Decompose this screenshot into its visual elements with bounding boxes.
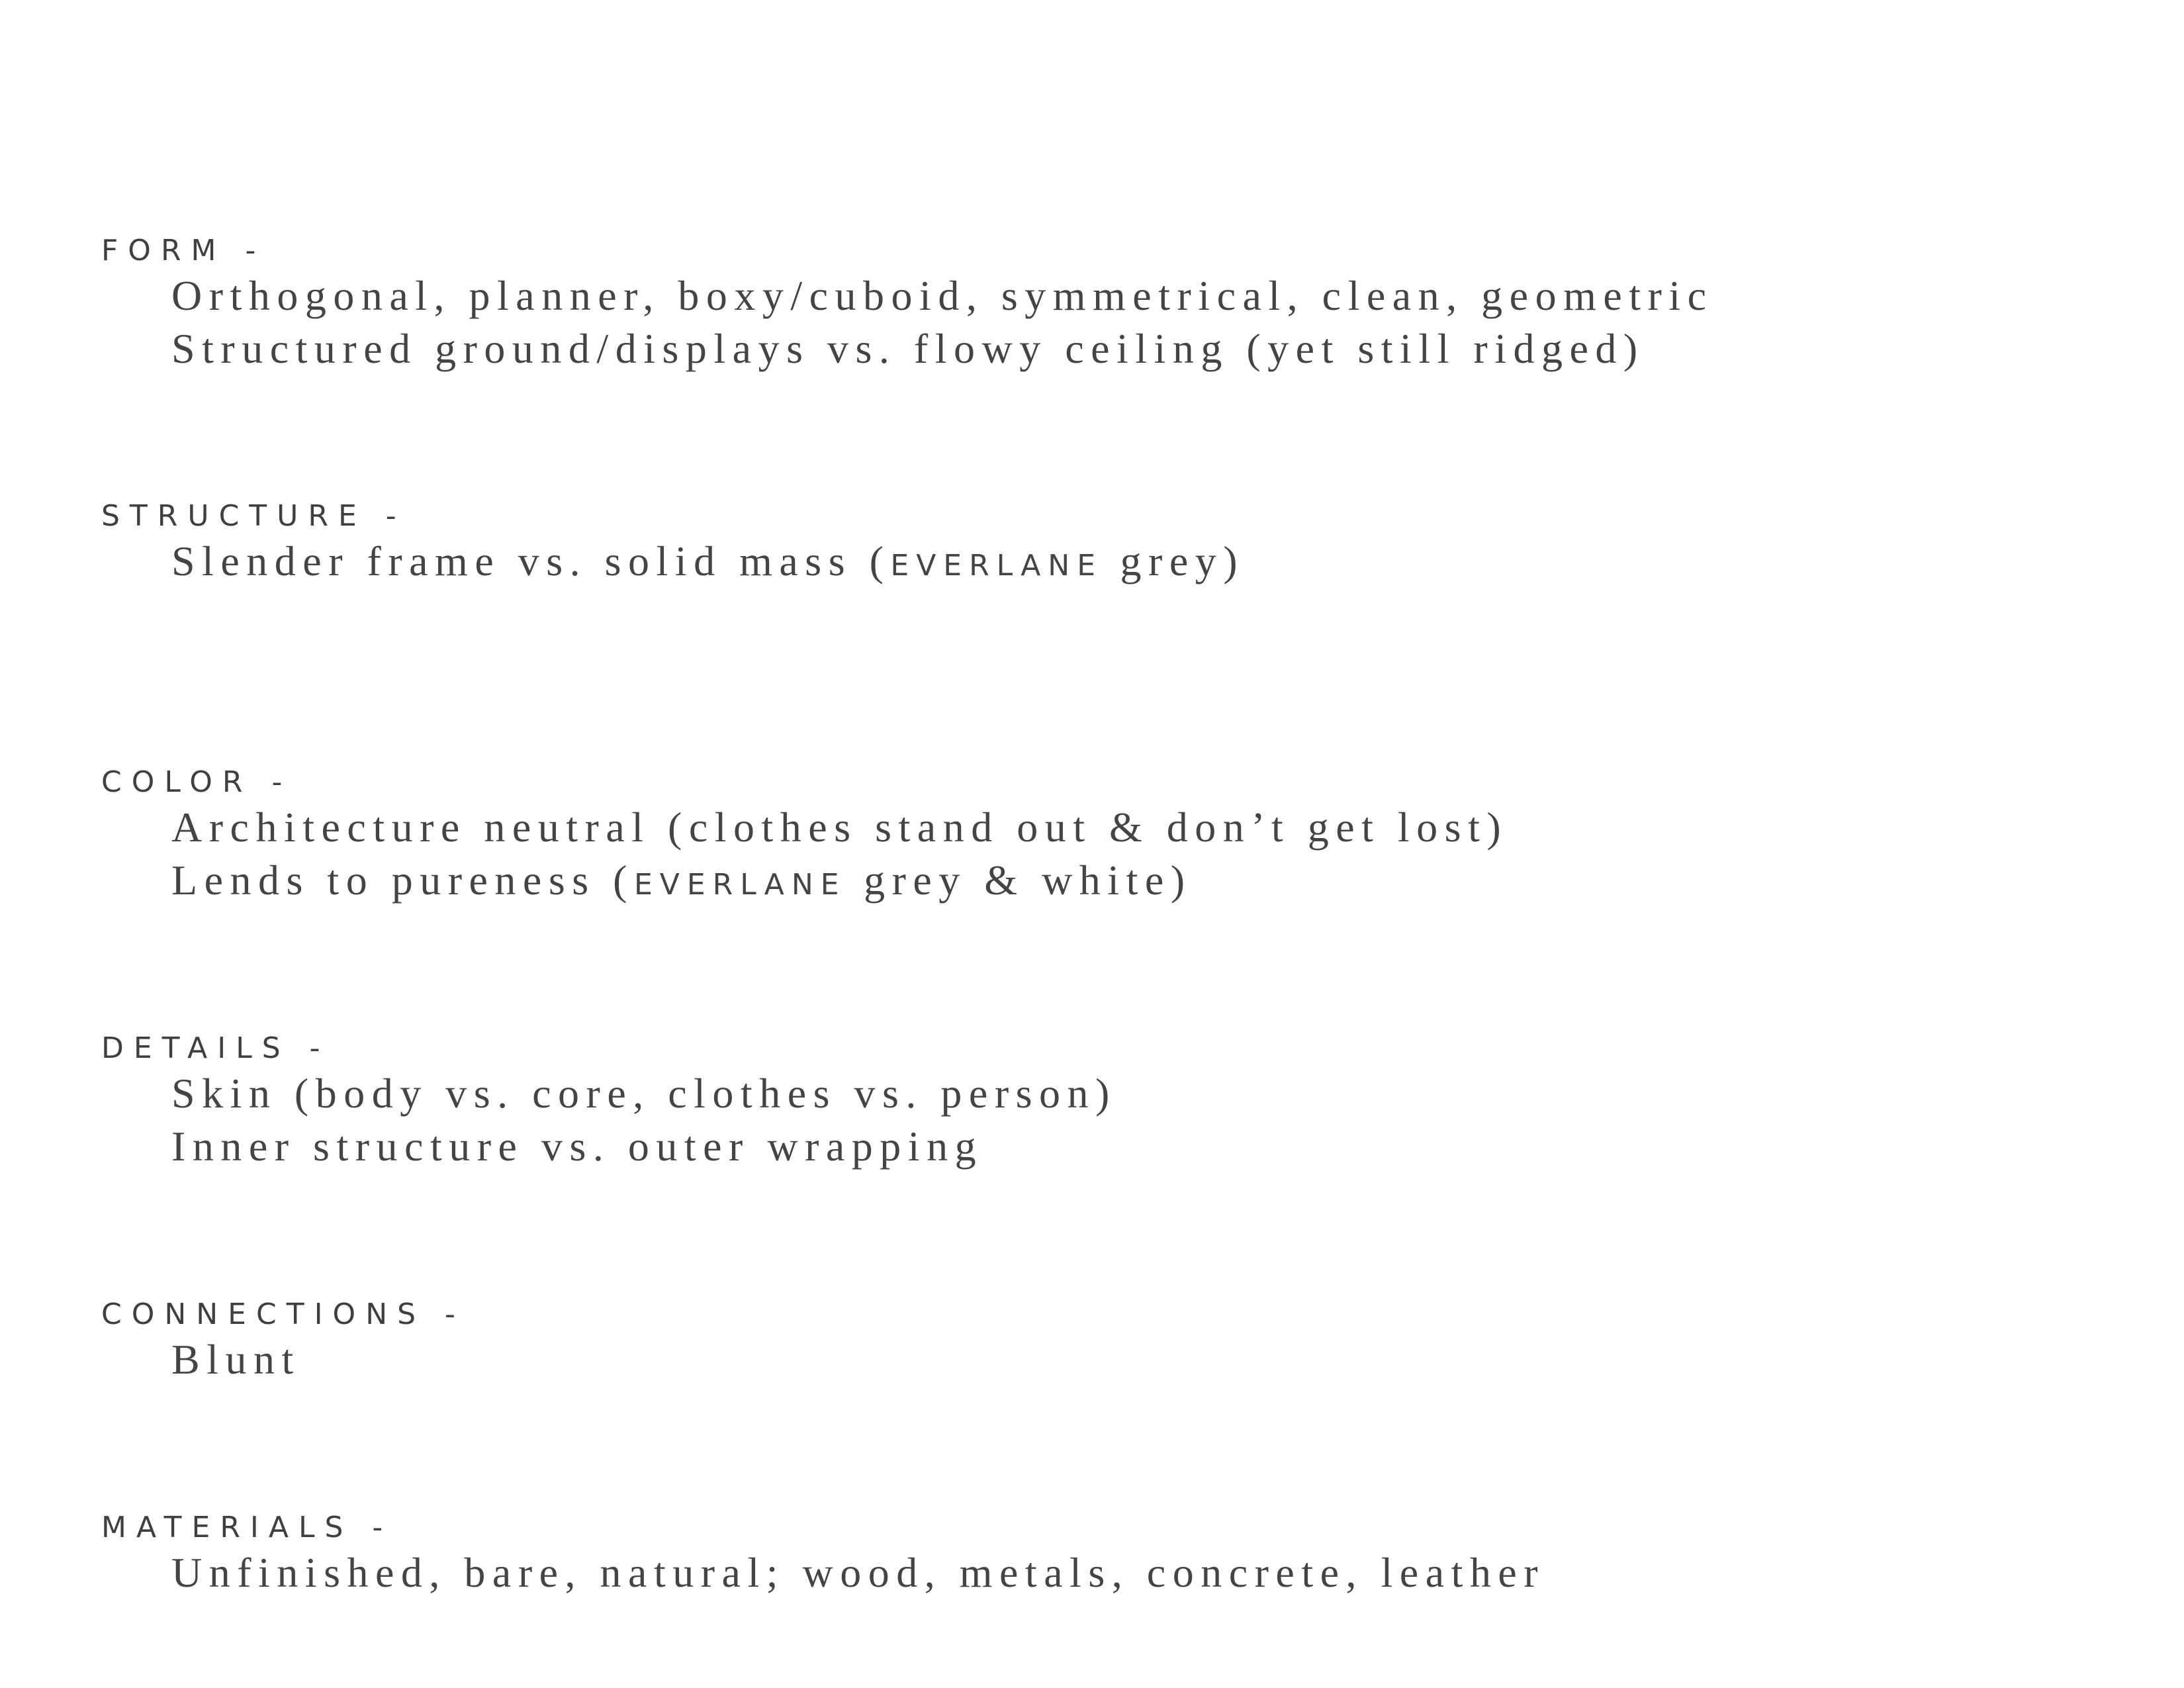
structure-section bbox=[101, 499, 2087, 588]
structure-line-1 bbox=[171, 535, 2087, 588]
form-heading: FORM - bbox=[101, 234, 266, 267]
color-line-1: Architecture neutral (clothes stand out & don’t get lost) bbox=[171, 804, 1508, 851]
form-line-2: Structured ground/displays vs. flowy ceiling (yet still ridged) bbox=[171, 325, 1645, 372]
color-line-2-post: grey & white) bbox=[846, 857, 1192, 904]
form-lines bbox=[101, 269, 2087, 375]
color-line-2 bbox=[171, 854, 2087, 907]
materials-lines bbox=[101, 1546, 2087, 1599]
materials-heading: MATERIALS - bbox=[101, 1511, 393, 1544]
color-line-2-pre: Lends to pureness ( bbox=[171, 857, 634, 904]
form-line-1: Orthogonal, planner, boxy/cuboid, symmetrical, clean, geometric bbox=[171, 272, 1713, 319]
connections-lines bbox=[101, 1333, 2087, 1386]
color-section bbox=[101, 765, 2087, 907]
color-brand-name: EVERLANE bbox=[633, 868, 846, 902]
structure-line-1-post: grey) bbox=[1103, 538, 1245, 585]
structure-line-1-pre: Slender frame vs. solid mass ( bbox=[171, 538, 891, 585]
details-line-1: Skin (body vs. core, clothes vs. person) bbox=[171, 1070, 1116, 1117]
color-lines bbox=[101, 801, 2087, 907]
details-lines bbox=[101, 1067, 2087, 1173]
details-section bbox=[101, 1031, 2087, 1173]
connections-section bbox=[101, 1297, 2087, 1386]
connections-line-1: Blunt bbox=[171, 1336, 300, 1383]
structure-heading: STRUCTURE - bbox=[101, 499, 406, 533]
materials-section bbox=[101, 1513, 2087, 1599]
connections-heading: CONNECTIONS - bbox=[101, 1297, 465, 1331]
form-section bbox=[101, 236, 2087, 375]
details-heading: DETAILS - bbox=[101, 1031, 330, 1065]
structure-brand-name: EVERLANE bbox=[890, 549, 1103, 583]
color-heading: COLOR - bbox=[101, 765, 293, 799]
materials-line-1: Unfinished, bare, natural; wood, metals, concrete, leather bbox=[171, 1549, 1545, 1596]
structure-lines bbox=[101, 535, 2087, 588]
details-line-2: Inner structure vs. outer wrapping bbox=[171, 1123, 983, 1170]
